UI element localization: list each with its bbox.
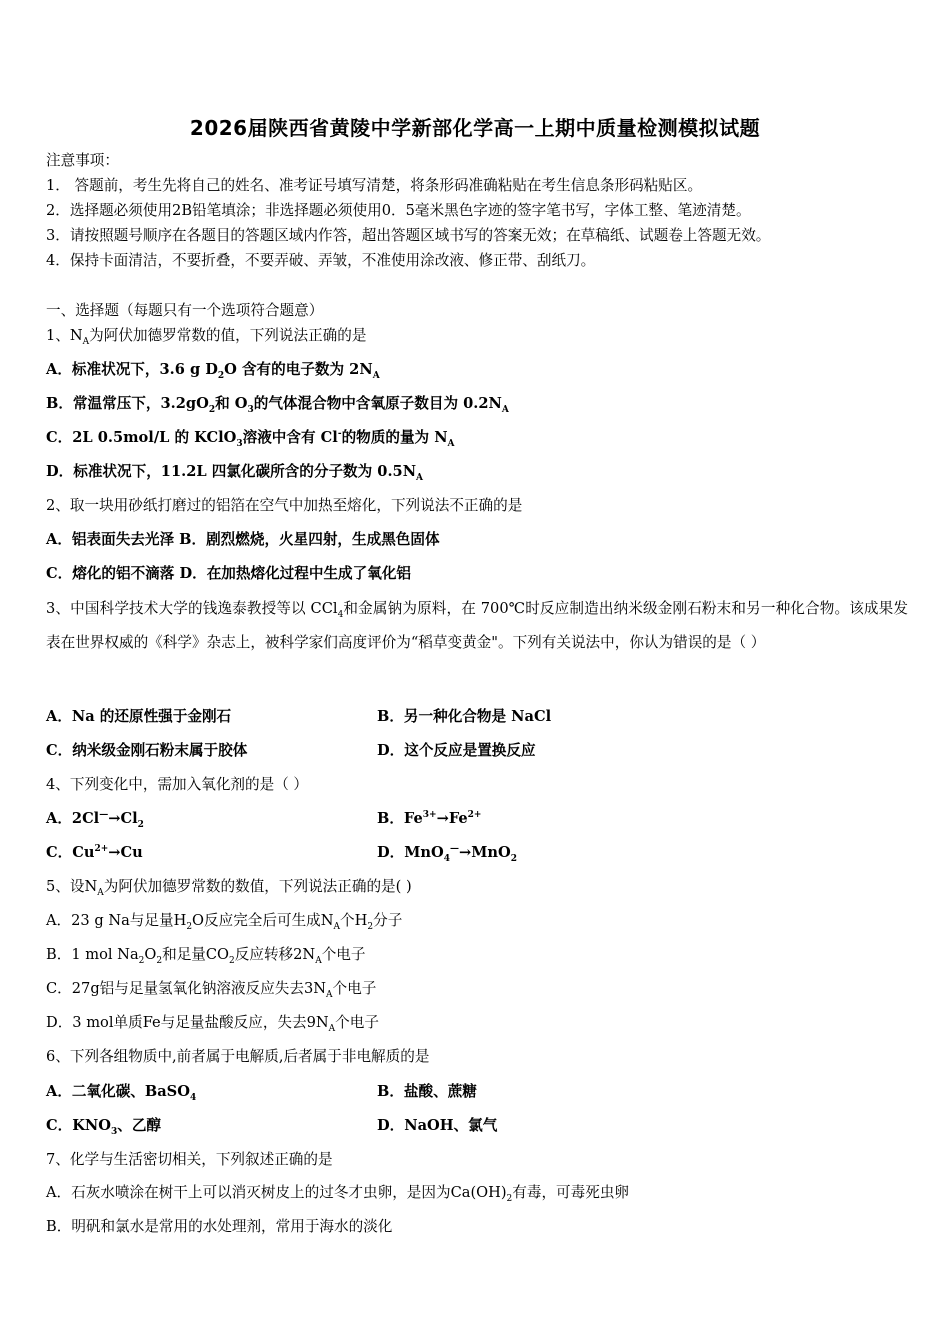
notice-heading: 注意事项： bbox=[46, 152, 119, 169]
notice-item: 3．请按照题号顺序在各题目的答题区域内作答，超出答题区域书写的答案无效；在草稿纸、试题卷上答题无效。 bbox=[46, 227, 771, 244]
question-5-option-a: A．23 g Na与足量$H_2O$反应完全后可生成$N_A$个$H_2$分子 bbox=[46, 912, 403, 932]
question-1-option-d: D．标准状况下，11.2L 四氯化碳所含的分子数为 $0.5N_A$ bbox=[46, 463, 424, 483]
question-5-option-c: C．27g铝与足量氢氧化钠溶液反应失去$3N_A$个电子 bbox=[46, 980, 377, 1000]
question-3-option-d: D．这个反应是置换反应 bbox=[377, 742, 536, 759]
notice-item: 2．选择题必须使用2B铅笔填涂；非选择题必须使用0．5毫米黑色字迹的签字笔书写，字体工整、笔迹清楚。 bbox=[46, 202, 751, 219]
question-3-option-c: C．纳米级金刚石粉末属于胶体 bbox=[46, 742, 248, 759]
question-6-option-c: C．$KNO_3$、乙醇 bbox=[46, 1117, 162, 1137]
question-4-option-d: D．MnO$_4$—→MnO$_2$ bbox=[377, 844, 517, 864]
question-1-option-a: A．标准状况下，3.6 g $D_2O$ 含有的电子数为 $2N_A$ bbox=[46, 361, 380, 381]
question-1-option-b: B．常温常压下，$3.2gO_2$和 $O_3$的气体混合物中含氧原子数目为 $0.2N_A$ bbox=[46, 395, 509, 415]
question-7-stem: 7、化学与生活密切相关，下列叙述正确的是 bbox=[46, 1151, 333, 1168]
question-6-option-d: D．NaOH、氯气 bbox=[377, 1117, 498, 1134]
question-7-option-b: B．明矾和氯水是常用的水处理剂，常用于海水的淡化 bbox=[46, 1218, 393, 1235]
question-5-option-b: B．1 mol $Na_2O_2$和足量$CO_2$反应转移$2N_A$个电子 bbox=[46, 946, 366, 966]
question-1-option-c: C．2L 0.5mol/L 的 KClO$_3$溶液中含有 Cl-的物质的量为 $N_A$ bbox=[46, 429, 455, 449]
question-3-option-b: B．另一种化合物是 NaCl bbox=[377, 708, 552, 725]
question-3-stem: 3、中国科学技术大学的钱逸泰教授等以 CCl$_4$和金属钠为原料，在 700℃时反应制造出纳米级金刚石粉末和另一种化合物。该成果发表在世界权威的《科学》杂志上，被科学家们高度评价为“稻草变黄金"。下列有关说法中，你认为错误的是（ ） bbox=[46, 600, 908, 651]
question-7-option-a: A．石灰水喷涂在树干上可以消灭树皮上的过冬才虫卵，是因为$Ca(OH)_2$有毒，可毒死虫卵 bbox=[46, 1184, 630, 1204]
question-6-stem: 6、下列各组物质中,前者属于电解质,后者属于非电解质的是 bbox=[46, 1048, 430, 1065]
question-5-stem: 5、设$N_A$为阿伏加德罗常数的数值，下列说法正确的是( ) bbox=[46, 878, 412, 898]
section-heading: 一、选择题（每题只有一个选项符合题意） bbox=[46, 302, 324, 319]
notice-item: 4．保持卡面清洁，不要折叠，不要弄破、弄皱，不准使用涂改液、修正带、刮纸刀。 bbox=[46, 252, 596, 269]
question-2-options-ab: A．铝表面失去光泽 B．剧烈燃烧，火星四射，生成黑色固体 bbox=[46, 531, 440, 548]
question-6-option-a: A．二氧化碳、BaSO$_4$ bbox=[46, 1083, 197, 1103]
question-4-option-c: C．$Cu^{2+}\to Cu$ bbox=[46, 844, 143, 861]
page-title: 2026届陕西省黄陵中学新部化学高一上期中质量检测模拟试题 bbox=[189, 116, 761, 140]
notice-item: 1． 答题前，考生先将自己的姓名、准考证号填写清楚，将条形码准确粘贴在考生信息条形码粘贴区。 bbox=[46, 177, 703, 194]
question-5-option-d: D．3 mol单质Fe与足量盐酸反应，失去$9N_A$个电子 bbox=[46, 1014, 379, 1034]
question-2-stem: 2、取一块用砂纸打磨过的铝箔在空气中加热至熔化，下列说法不正确的是 bbox=[46, 497, 523, 514]
question-1-stem: 1、$N_A$为阿伏加德罗常数的值，下列说法正确的是 bbox=[46, 327, 367, 347]
question-4-option-a: A．$2Cl^—\to Cl_2$ bbox=[46, 810, 144, 830]
question-2-options-cd: C．熔化的铝不滴落 D．在加热熔化过程中生成了氧化铝 bbox=[46, 565, 412, 582]
question-3-option-a: A．Na 的还原性强于金刚石 bbox=[46, 708, 232, 725]
question-4-stem: 4、下列变化中，需加入氧化剂的是（ ） bbox=[46, 776, 309, 793]
question-4-option-b: B．$Fe^{3+}\to Fe^{2+}$ bbox=[377, 810, 482, 827]
question-6-option-b: B．盐酸、蔗糖 bbox=[377, 1083, 477, 1100]
